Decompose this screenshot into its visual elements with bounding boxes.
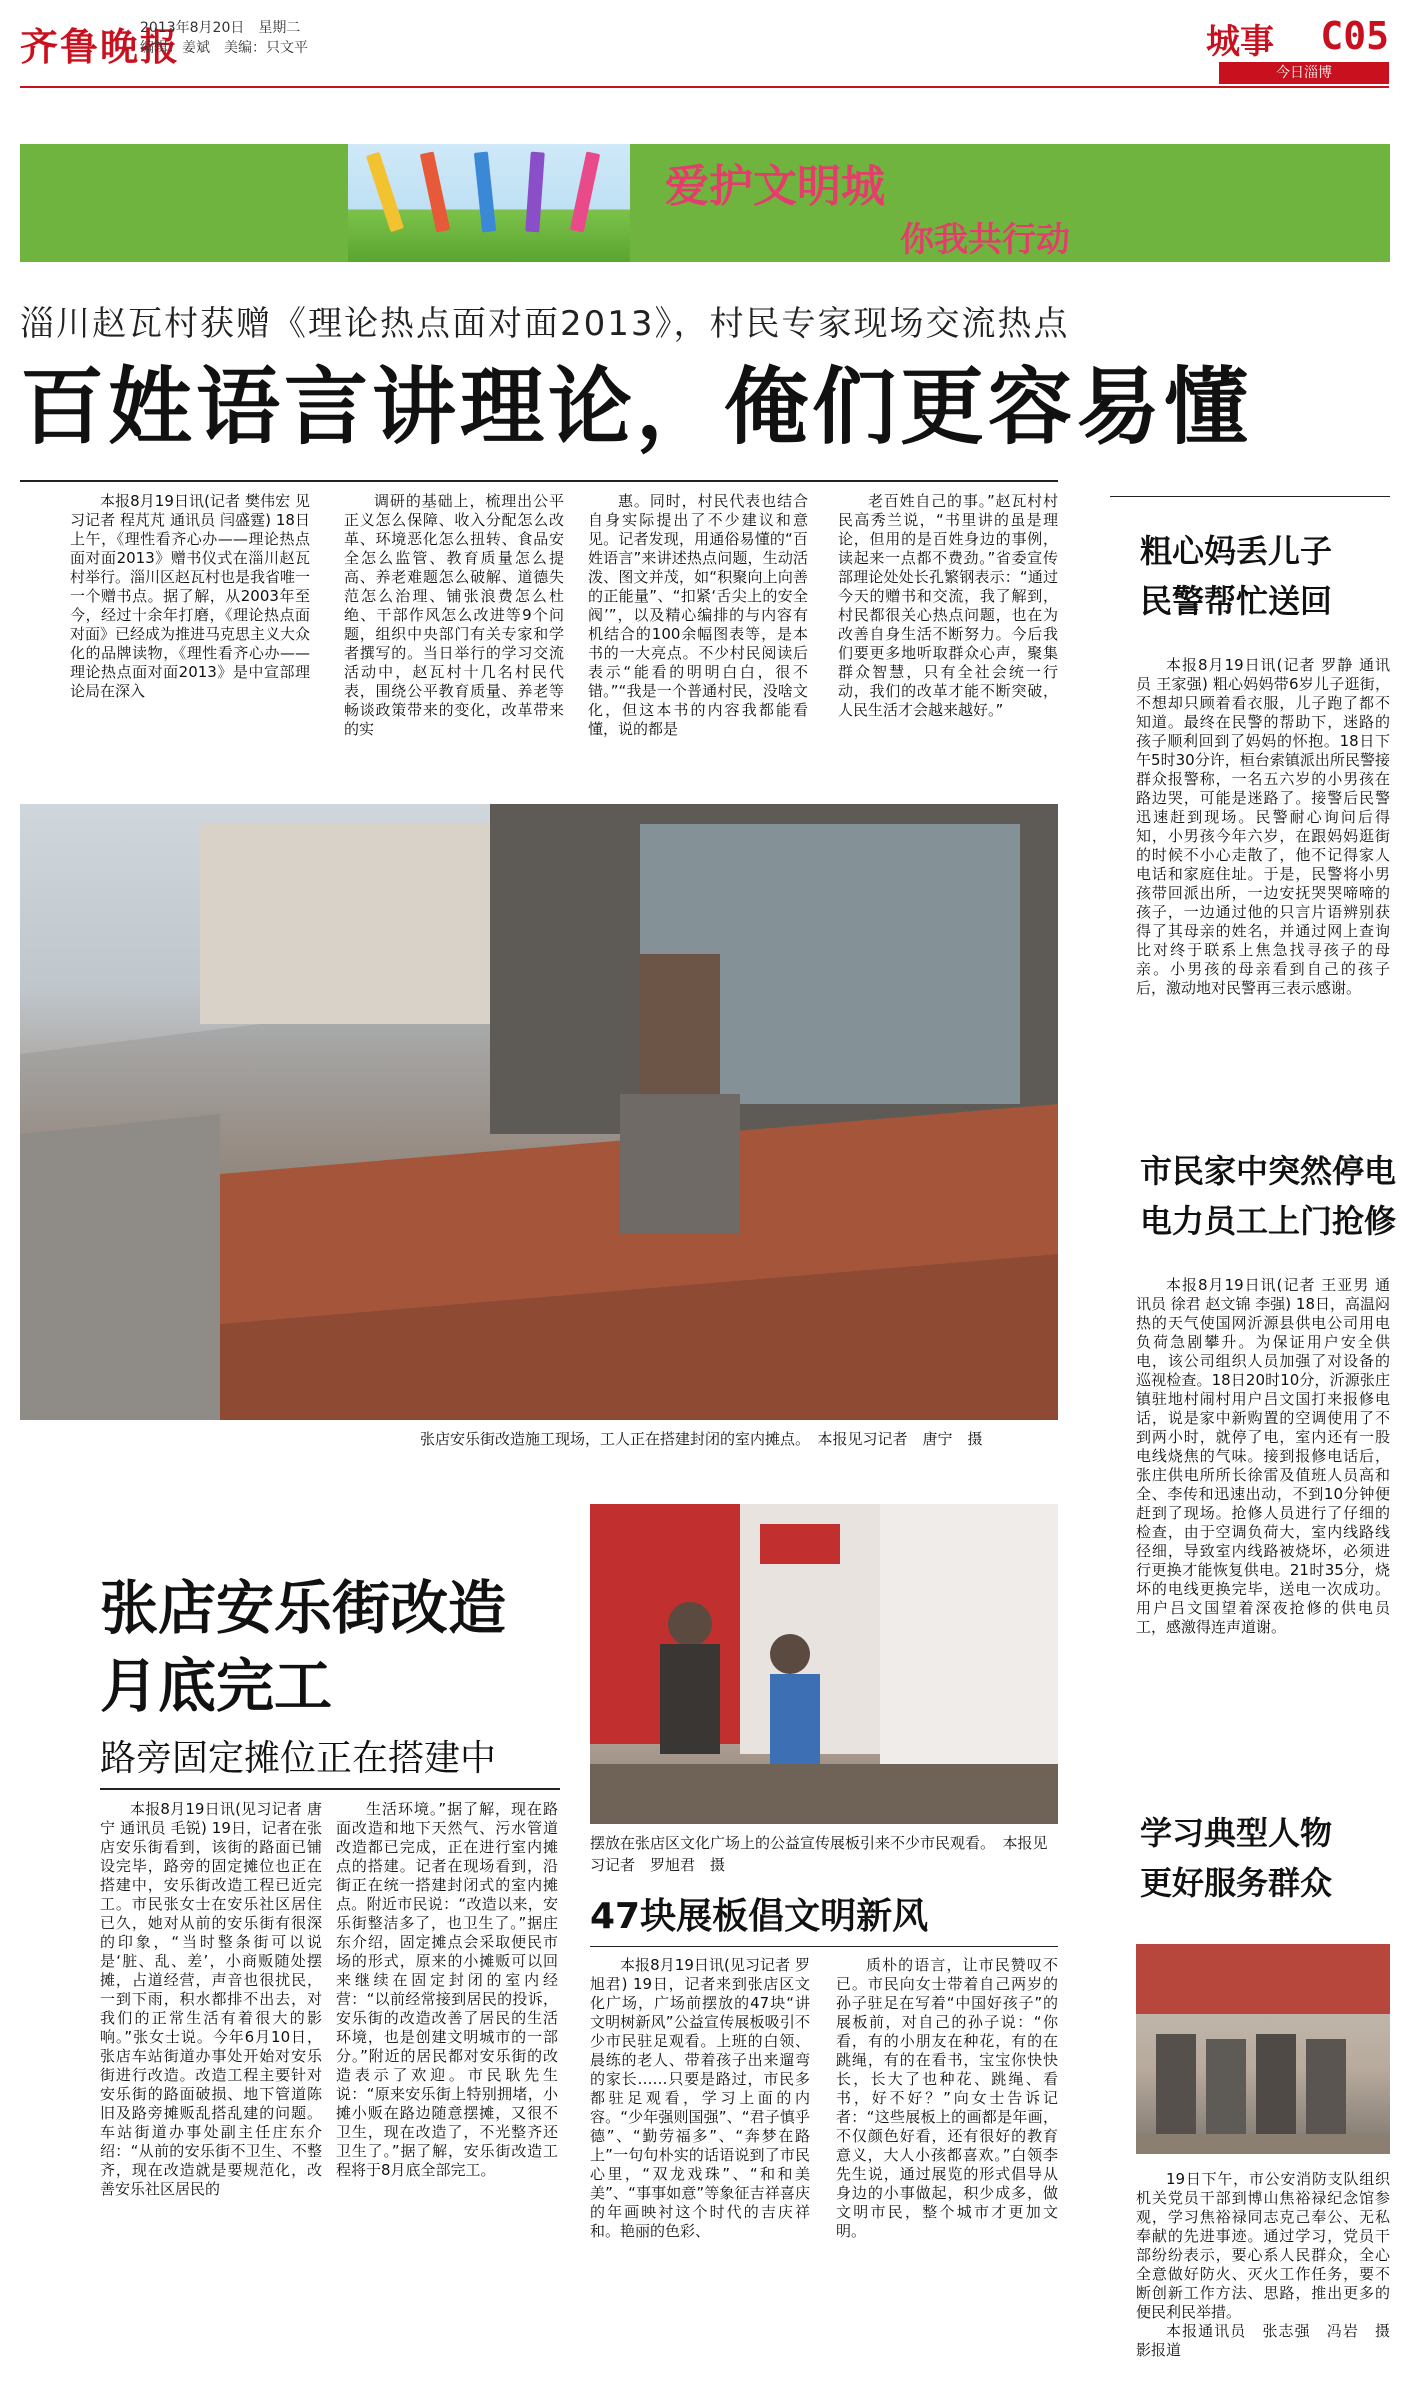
side2-title-line2: 电力员工上门抢修 <box>1140 1202 1397 1240</box>
street-construction-photo <box>20 804 1058 1420</box>
lead-kicker: 淄川赵瓦村获赠《理论热点面对面2013》，村民专家现场交流热点 <box>20 304 1070 344</box>
photo-illustration <box>1136 1944 1390 2154</box>
section-sub: 今日淄博 <box>1219 62 1389 84</box>
side1-body <box>1136 656 1390 1126</box>
lead-column-3 <box>588 492 808 792</box>
story3-headline: 47块展板倡文明新风 <box>590 1896 929 1937</box>
pencil-icon <box>366 152 404 232</box>
paragraph: 惠。同时，村民代表也结合自身实际提出了不少建议和意见。记者发现，用通俗易懂的“百姓语言”来讲述热点问题，生动活泼、图文并茂，如“积聚向上向善的正能量”、“扣紧‘舌尖上的安全阀’”，以及精心编排的与内容有机结合的100余幅图表等，是本书的一大亮点。不少村民阅读后表示“能看的明明白白，很不错。”“我是一个普通村民，没啥文化，但这本书的内容我都能看懂，说的都是 <box>588 492 808 738</box>
side3-title-line2: 更好服务群众 <box>1140 1864 1333 1902</box>
photo-illustration <box>20 804 1058 1420</box>
paragraph: 调研的基础上，梳理出公平正义怎么保障、收入分配怎么改革、环境恶化怎么扭转、食品安全怎么监管、教育质量怎么提高、养老难题怎么破解、道德失范怎么治理、铺张浪费怎么杜绝、干部作风怎么改进等9个问题，组织中央部门有关专家和学者撰写的。当日举行的学习交流活动中，赵瓦村十几名村民代表，围绕公平教育质量、养老等畅谈政策带来的变化，改革带来的实 <box>344 492 564 738</box>
side2-title-line1: 市民家中突然停电 <box>1140 1152 1397 1190</box>
story2-subhead: 路旁固定摊位正在搭建中 <box>100 1738 497 1779</box>
side1-title-line1: 粗心妈丢儿子 <box>1140 532 1333 570</box>
paragraph: 质朴的语言，让市民赞叹不已。市民向女士带着自己两岁的孙子驻足在写着“中国好孩子”的展板前，对自己的孙子说：“你看，有的小朋友在种花，有的在跳绳，有的在看书，宝宝你快快长，长大了也种花、跳绳、看书，好不好？”向女士告诉记者：“这些展板上的画都是年画，不仅颜色好看，还有很好的教育意义，大人小孩都喜欢。”白领李先生说，通过展览的形式倡导从身边的小事做起，积少成多，做文明市民，整个城市才更加文明。 <box>836 1956 1058 2240</box>
exhibition-boards-photo <box>590 1504 1058 1824</box>
side3-body <box>1136 2170 1390 2359</box>
side2-title <box>1140 1146 1396 1246</box>
photo2-caption: 摆放在张店区文化广场上的公益宣传展板引来不少市民观看。 本报见习记者 罗旭君 摄 <box>590 1834 1048 1874</box>
story3-column-2 <box>836 1956 1058 2356</box>
pencil-icon <box>420 151 450 232</box>
story2-column-1 <box>100 1800 322 2360</box>
lead-column-1 <box>70 492 310 792</box>
side-rule <box>1110 496 1390 497</box>
story2-headline-line2: 月底完工 <box>100 1652 333 1720</box>
pencil-icon <box>525 152 545 233</box>
pencil-icon <box>570 151 600 232</box>
memorial-visit-photo <box>1136 1944 1390 2154</box>
banner-title: 爱护文明城 <box>665 161 885 212</box>
side3-title-line1: 学习典型人物 <box>1140 1814 1333 1852</box>
side1-title-line2: 民警帮忙送回 <box>1140 582 1333 620</box>
paragraph: 本报8月19日讯(见习记者 唐宁 通讯员 毛锐) 19日，记者在张店安乐街看到，该街的路面已铺设完毕，路旁的固定摊位也正在搭建中，安乐街改造工程已近完工。市民张女士在安乐社区居住已久，她对从前的安乐街有很深的印象，“当时整条街可以说是‘脏、乱、差’，小商贩随处摆摊，占道经营，声音也很扰民，一到下雨，积水都排不出去，对我们的正常生活有着很大的影响。”张女士说。今年6月10日，张店车站街道办事处开始对安乐街进行改造。改造工程主要针对安乐街的路面破损、地下管道陈旧及路旁摊贩乱搭乱建的问题。车站街道办事处副主任庄东介绍：“从前的安乐街不卫生、不整齐，现在改造就是要规范化，改善安乐社区居民的 <box>100 1800 322 2198</box>
issue-meta <box>140 18 308 58</box>
side3-title <box>1140 1808 1332 1908</box>
lead-column-2 <box>344 492 564 792</box>
lead-rule <box>20 480 1058 482</box>
paragraph: 本报8月19日讯(记者 罗静 通讯员 王家强) 粗心妈妈带6岁儿子逛街，不想却只顾着看衣服，儿子跑了都不知道。最终在民警的帮助下，迷路的孩子顺利回到了妈妈的怀抱。18日下午5时30分许，桓台索镇派出所民警接群众报警称，一名五六岁的小男孩在路边哭，可能是迷路了。接警后民警迅速赶到现场。民警耐心询问后得知，小男孩今年六岁，在跟妈妈逛街的时候不小心走散了，他不记得家人电话和家庭住址。于是，民警将小男孩带回派出所，一边安抚哭哭啼啼的孩子，一边通过他的只言片语辨别获得了其母亲的姓名，并通过网上查询比对终于联系上焦急找寻孩子的母亲。小男孩的母亲看到自己的孩子后，激动地对民警再三表示感谢。 <box>1136 656 1390 997</box>
lead-headline: 百姓语言讲理论，俺们更容易懂 <box>20 358 1253 456</box>
paragraph: 生活环境。”据了解，现在路面改造和地下天然气、污水管道改造都已完成，正在进行室内摊点的搭建。记者在现场看到，沿街正在统一搭建封闭式的室内摊点。附近市民说：“改造以来，安乐街整洁多了，也卫生了。”据庄东介绍，固定摊点会采取便民市场的形式，原来的小摊贩可以回来继续在固定封闭的室内经营：“以前经常接到居民的投诉，安乐街的改造改善了居民的生活环境，也是创建文明城市的一部分。”附近的居民都对安乐街的改造表示了欢迎。市民耿先生说：“原来安乐街上特别拥堵，小摊小贩在路边随意摆摊，又很不卫生，现在改造了，不光整齐还卫生了。”据了解，安乐街改造工程将于8月底全部完工。 <box>336 1800 558 2179</box>
paragraph: 老百姓自己的事。”赵瓦村村民高秀兰说，“书里讲的虽是理论，但用的是百姓身边的事例，读起来一点都不费劲。”省委宣传部理论处处长孔繁钢表示：“通过今天的赠书和交流，我了解到，村民都很关心热点问题，也在为改善自身生活不断努力。今后我们要更多地听取群众心声，聚集群众智慧，只有全社会统一行动，我们的改革才能不断突破，人民生活才会越来越好。” <box>838 492 1058 719</box>
photo1-caption: 张店安乐街改造施工现场，工人正在搭建封闭的室内摊点。 本报见习记者 唐宁 摄 <box>420 1430 983 1448</box>
side1-title <box>1140 526 1332 626</box>
header-rule <box>20 86 1389 88</box>
paragraph: 本报8月19日讯(记者 樊伟宏 见习记者 程芃芃 通讯员 闫盛霆) 18日上午，《理性看齐心办——理论热点面对面2013》赠书仪式在淄川赵瓦村举行。淄川区赵瓦村也是我省唯一一个赠书点。据了解，从2003年至今，经过十余年打磨，《理论热点面对面》已经成为推进马克思主义大众化的品牌读物，《理性看齐心办——理论热点面对面2013》是中宣部理论局在深入 <box>70 492 311 700</box>
editor-credit: 编辑：姜斌 美编：只文平 <box>140 40 308 56</box>
byline: 本报通讯员 张志强 冯岩 摄影报道 <box>1136 2322 1390 2359</box>
side2-body <box>1136 1276 1390 1796</box>
newspaper-logo: 齐鲁晚报 <box>20 24 181 69</box>
section-name: 城事 <box>1206 22 1274 62</box>
lead-column-4 <box>838 492 1058 792</box>
story2-rule <box>100 1788 560 1790</box>
story3-column-1 <box>590 1956 810 2356</box>
banner-subtitle: 你我共行动 <box>900 220 1070 260</box>
story2-headline-line1: 张店安乐街改造 <box>100 1574 507 1642</box>
paragraph: 本报8月19日讯(记者 王亚男 通讯员 徐君 赵文锦 李强) 18日，高温闷热的天气使国网沂源县供电公司用电负荷急剧攀升。为保证用户安全供电，该公司组织人员加强了对设备的巡视检查。18日20时10分，沂源张庄镇驻地村闹村用户吕文国打来报修电话，说是家中新购置的空调使用了不到两小时，就停了电，室内还有一股电线烧焦的气味。接到报修电话后，张庄供电所所长徐雷及值班人员高和全、李传和迅速出动，不到10分钟便赶到了现场。抢修人员进行了仔细的检查，由于空调负荷大，室内线路线径细，导致室内线路被烧坏，必须进行更换才能恢复供电。21时35分，烧坏的电线更换完毕，送电一次成功。用户吕文国望着深夜抢修的供电员工，感激得连声道谢。 <box>1136 1276 1391 1636</box>
issue-date: 2013年8月20日 星期二 <box>140 20 301 36</box>
banner-pencil-picture <box>348 144 630 262</box>
story3-rule <box>590 1946 1058 1947</box>
paragraph: 19日下午，市公安消防支队组织机关党员干部到博山焦裕禄纪念馆参观，学习焦裕禄同志克己奉公、无私奉献的先进事迹。通过学习，党员干部纷纷表示，要心系人民群众，全心全意做好防火、灭火工作任务，要不断创新工作方法、思路，推出更多的便民利民举措。 <box>1136 2170 1390 2321</box>
photo-illustration <box>590 1504 1058 1824</box>
paragraph: 本报8月19日讯(见习记者 罗旭君) 19日，记者来到张店区文化广场，广场前摆放的47块“讲文明树新风”公益宣传展板吸引不少市民驻足观看。上班的白领、晨练的老人、带着孩子出来遛弯的家长……只要是路过，市民多都驻足观看，学习上面的内容。“少年强则国强”、“君子慎乎德”、“勤劳福多”、“奔梦在路上”一句句朴实的话语说到了市民心里，“双龙戏珠”、“和和美美”、“事事如意”等象征吉祥喜庆的年画映衬这个时代的吉庆祥和。艳丽的色彩、 <box>590 1956 810 2240</box>
story2-column-2 <box>336 1800 558 2360</box>
page-number: C05 <box>1320 14 1389 58</box>
pencil-icon <box>474 151 496 232</box>
